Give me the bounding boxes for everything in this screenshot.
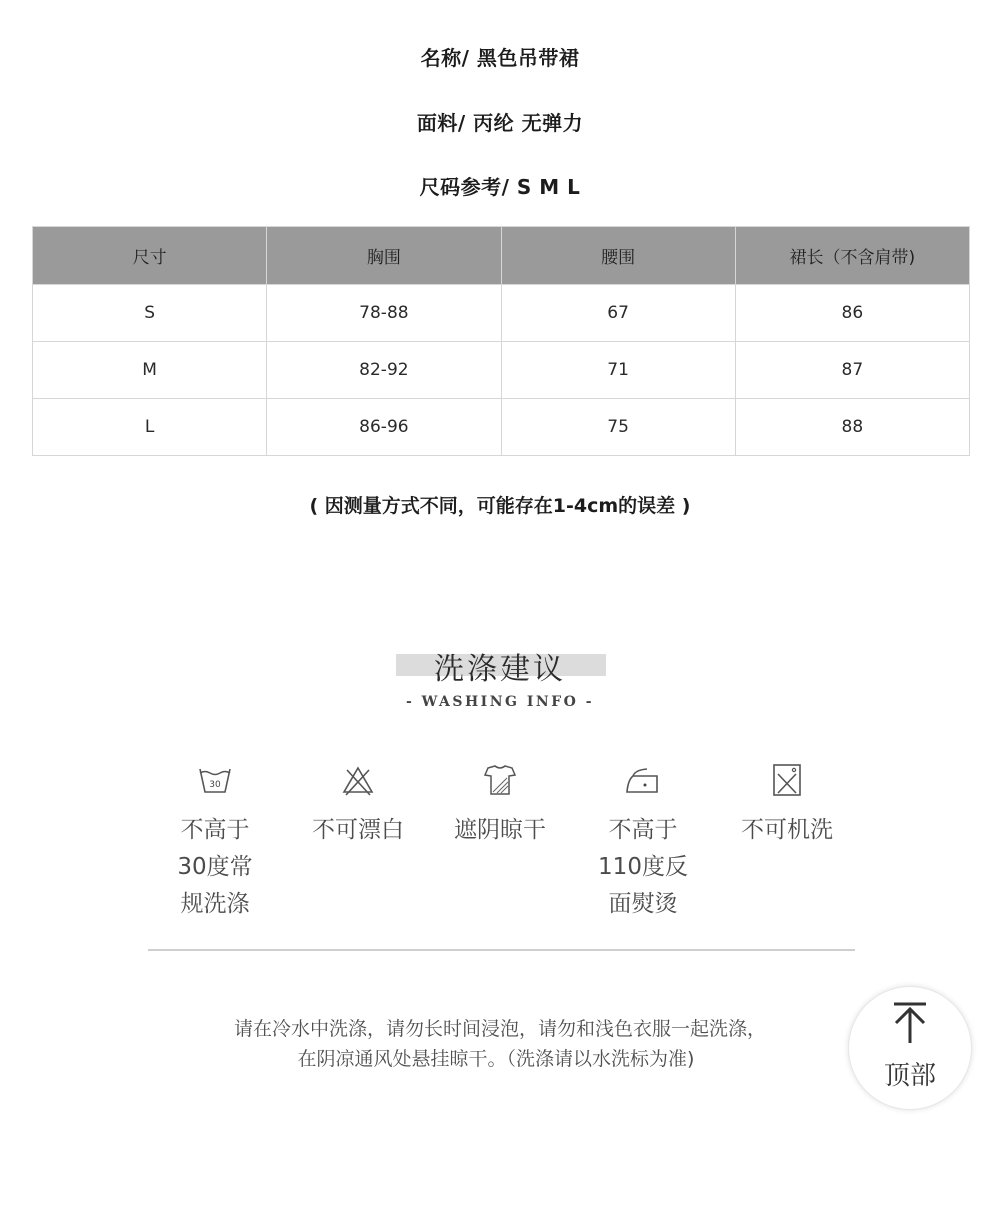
arrow-up-icon [890, 1001, 930, 1045]
product-size-line: 尺码参考/ S M L [419, 175, 581, 199]
header-cell-size: 尺寸 [33, 227, 267, 285]
care-label: 不可机洗 [741, 817, 833, 843]
product-name-line: 名称/ 黑色吊带裙 [420, 46, 580, 70]
care-label: 不可漂白 [312, 817, 404, 843]
table-cell: 67 [501, 285, 735, 342]
back-to-top-label: 顶部 [883, 1061, 936, 1091]
care-label: 遮阴晾干 [454, 817, 546, 843]
header-cell-length: 裙长（不含肩带) [735, 227, 969, 285]
product-fabric-line: 面料/ 丙纶 无弹力 [416, 111, 584, 135]
care-item-no-machine-wash [722, 762, 852, 849]
care-item-wash-30 [150, 762, 280, 923]
shade-dry-icon [482, 762, 518, 798]
wash-30-icon [197, 762, 233, 798]
care-item-iron [578, 762, 708, 923]
table-cell: 71 [501, 342, 735, 399]
table-cell: 86-96 [267, 399, 501, 456]
wash-temp-text: 30 [209, 780, 221, 790]
instruction-line: 请在冷水中洗涤，请勿长时间浸泡，请勿和浅色衣服一起洗涤， [233, 1018, 766, 1040]
measurement-note: ( 因测量方式不同，可能存在1-4cm的误差 ) [309, 495, 691, 517]
table-cell: 86 [735, 285, 969, 342]
care-item-no-bleach [293, 762, 423, 849]
table-cell: 78-88 [267, 285, 501, 342]
table-cell: L [33, 399, 267, 456]
washing-subtitle: - WASHING INFO - [405, 694, 595, 710]
iron-icon [619, 762, 667, 798]
table-cell: M [33, 342, 267, 399]
care-label: 不高于 30度常 规洗涤 [177, 817, 253, 917]
header-cell-waist: 腰围 [501, 227, 735, 285]
instruction-line: 在阴凉通风处悬挂晾干。（洗涤请以水洗标为准) [297, 1048, 695, 1070]
no-bleach-icon [340, 762, 376, 798]
table-cell: 75 [501, 399, 735, 456]
care-label: 不高于 110度反 面熨烫 [598, 817, 688, 917]
back-to-top-button[interactable] [848, 986, 972, 1110]
table-row [33, 285, 970, 342]
care-item-shade-dry [435, 762, 565, 849]
table-cell: 82-92 [267, 342, 501, 399]
size-table [32, 226, 970, 456]
no-machine-wash-icon [769, 762, 805, 798]
table-cell: S [33, 285, 267, 342]
table-row [33, 399, 970, 456]
table-cell: 87 [735, 342, 969, 399]
section-divider [148, 949, 855, 951]
size-table-header-row [33, 227, 970, 285]
table-row [33, 342, 970, 399]
header-cell-bust: 胸围 [267, 227, 501, 285]
washing-title: 洗涤建议 [434, 652, 566, 687]
table-cell: 88 [735, 399, 969, 456]
